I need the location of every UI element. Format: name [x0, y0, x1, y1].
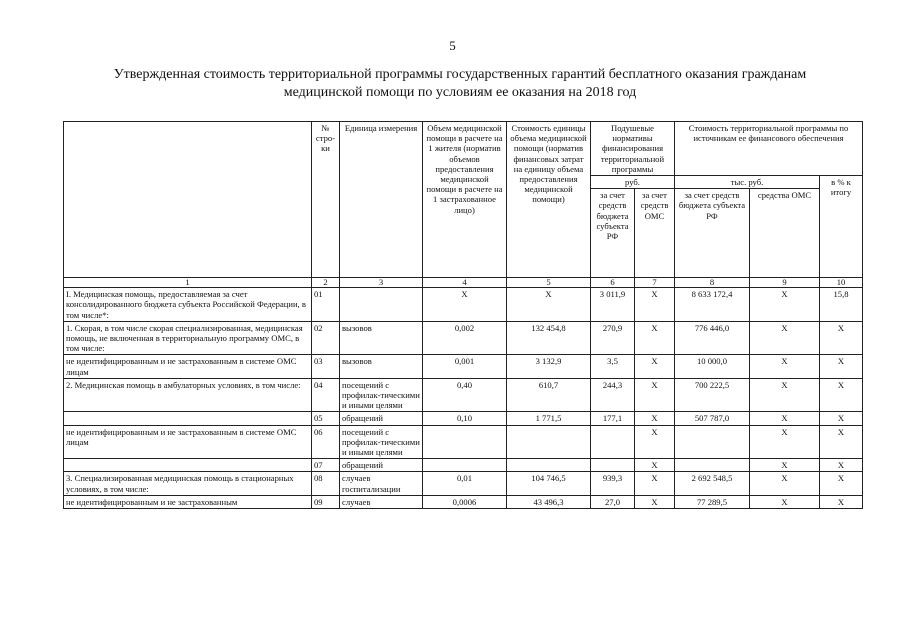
- row-pc-oms: X: [635, 472, 675, 495]
- table-body: [64, 288, 863, 509]
- title-line-1: Утвержденная стоимость территориальной программы государственных гарантий бесплатного оказания гражданам: [113, 67, 807, 82]
- row-volume: 0,001: [423, 355, 507, 378]
- row-percent: X: [820, 472, 863, 495]
- row-number: 03: [312, 355, 340, 378]
- row-pc-budget: 3 011,9: [591, 288, 635, 322]
- col-number: 7: [635, 278, 675, 288]
- row-total-oms: X: [750, 412, 820, 425]
- row-number: 09: [312, 495, 340, 508]
- header-name: [64, 122, 312, 278]
- col-number: 5: [507, 278, 591, 288]
- row-cost: 132 454,8: [507, 321, 591, 355]
- row-volume: X: [423, 288, 507, 322]
- row-percent: X: [820, 321, 863, 355]
- row-total-oms: X: [750, 425, 820, 459]
- row-percent: X: [820, 459, 863, 472]
- row-total-budget: 2 692 548,5: [675, 472, 750, 495]
- row-percent: X: [820, 495, 863, 508]
- header-row-no: № стро-ки: [312, 122, 340, 278]
- row-cost: 3 132,9: [507, 355, 591, 378]
- row-cost: 104 746,5: [507, 472, 591, 495]
- header-volume: Объем медицинской помощи в расчете на 1 жителя (норматив объемов предоставления медицинской помощи в расчете на 1 застрахованное лицо): [423, 122, 507, 278]
- col-number: 9: [750, 278, 820, 288]
- row-total-oms: X: [750, 495, 820, 508]
- header-t-budget: за счет средств бюджета субъекта РФ: [675, 189, 750, 278]
- row-number: 01: [312, 288, 340, 322]
- table-row: [64, 378, 863, 412]
- row-volume: 0,0006: [423, 495, 507, 508]
- col-number: 3: [340, 278, 423, 288]
- row-name: 3. Специализированная медицинская помощь в стационарных условиях, в том числе:: [64, 472, 312, 495]
- row-volume: [423, 459, 507, 472]
- row-pc-budget: 177,1: [591, 412, 635, 425]
- row-pc-oms: X: [635, 378, 675, 412]
- row-pc-budget: 27,0: [591, 495, 635, 508]
- row-unit: случаев: [340, 495, 423, 508]
- table-row: [64, 288, 863, 322]
- row-name: 2. Медицинская помощь в амбулаторных условиях, в том числе:: [64, 378, 312, 412]
- row-pc-budget: 939,3: [591, 472, 635, 495]
- row-cost: [507, 425, 591, 459]
- header-pc-oms: за счет средств ОМС: [635, 189, 675, 278]
- row-number: 07: [312, 459, 340, 472]
- row-name: не идентифицированным и не застрахованным: [64, 495, 312, 508]
- row-pc-oms: X: [635, 425, 675, 459]
- table-row: [64, 459, 863, 472]
- row-total-budget: 776 446,0: [675, 321, 750, 355]
- row-total-oms: X: [750, 459, 820, 472]
- col-number: 6: [591, 278, 635, 288]
- row-percent: X: [820, 378, 863, 412]
- page-title: [90, 66, 830, 102]
- cost-table: [63, 121, 863, 509]
- row-cost: X: [507, 288, 591, 322]
- row-pc-budget: [591, 459, 635, 472]
- header-per-capita: Подушевые нормативы финансирования территориальной программы: [591, 122, 675, 176]
- header-pct: в % к итогу: [820, 176, 863, 278]
- row-total-oms: X: [750, 355, 820, 378]
- col-number: 2: [312, 278, 340, 288]
- row-cost: [507, 459, 591, 472]
- table-row: [64, 472, 863, 495]
- row-unit: вызовов: [340, 321, 423, 355]
- header-total-cost: Стоимость территориальной программы по источникам ее финансового обеспечения: [675, 122, 863, 176]
- row-volume: [423, 425, 507, 459]
- row-pc-oms: X: [635, 412, 675, 425]
- row-pc-budget: 270,9: [591, 321, 635, 355]
- row-unit: вызовов: [340, 355, 423, 378]
- row-number: 05: [312, 412, 340, 425]
- column-number-row: [64, 278, 863, 288]
- col-number: 1: [64, 278, 312, 288]
- row-unit: посещений с профилак-тическими и иными целями: [340, 378, 423, 412]
- row-percent: X: [820, 412, 863, 425]
- row-name: не идентифицированным и не застрахованным в системе ОМС лицам: [64, 355, 312, 378]
- table-row: [64, 321, 863, 355]
- row-name: [64, 459, 312, 472]
- col-number: 10: [820, 278, 863, 288]
- row-name: [64, 412, 312, 425]
- row-pc-oms: X: [635, 288, 675, 322]
- row-number: 02: [312, 321, 340, 355]
- table-row: [64, 495, 863, 508]
- row-total-budget: 700 222,5: [675, 378, 750, 412]
- row-pc-oms: X: [635, 495, 675, 508]
- row-pc-oms: X: [635, 321, 675, 355]
- row-pc-oms: X: [635, 459, 675, 472]
- row-name: I. Медицинская помощь, предоставляемая за счет консолидированного бюджета субъекта Российской Федерации, в том числе*:: [64, 288, 312, 322]
- header-row-1: [64, 122, 863, 176]
- row-cost: 1 771,5: [507, 412, 591, 425]
- row-volume: 0,01: [423, 472, 507, 495]
- row-unit: обращений: [340, 412, 423, 425]
- row-total-oms: X: [750, 378, 820, 412]
- row-total-budget: 10 000,0: [675, 355, 750, 378]
- row-unit: [340, 288, 423, 322]
- row-total-oms: X: [750, 288, 820, 322]
- row-total-budget: [675, 459, 750, 472]
- row-number: 08: [312, 472, 340, 495]
- row-pc-budget: 244,3: [591, 378, 635, 412]
- row-total-budget: [675, 425, 750, 459]
- row-volume: 0,10: [423, 412, 507, 425]
- row-total-budget: 8 633 172,4: [675, 288, 750, 322]
- row-unit: посещений с профилак-тическими и иными целями: [340, 425, 423, 459]
- header-cost: Стоимость единицы объема медицинской помощи (норматив финансовых затрат на единицу объема предоставления медицинской помощи): [507, 122, 591, 278]
- row-percent: X: [820, 355, 863, 378]
- row-unit: случаев госпитализации: [340, 472, 423, 495]
- header-thous-rub: тыс. руб.: [675, 176, 820, 189]
- row-pc-budget: [591, 425, 635, 459]
- row-cost: 610,7: [507, 378, 591, 412]
- header-t-oms: средства ОМС: [750, 189, 820, 278]
- row-cost: 43 496,3: [507, 495, 591, 508]
- header-rub: руб.: [591, 176, 675, 189]
- row-name: 1. Скорая, в том числе скорая специализированная, медицинская помощь, не включенная в территориальную программу ОМС, в том числе:: [64, 321, 312, 355]
- row-volume: 0,40: [423, 378, 507, 412]
- table-row: [64, 412, 863, 425]
- header-unit: Единица измерения: [340, 122, 423, 278]
- row-number: 04: [312, 378, 340, 412]
- row-volume: 0,002: [423, 321, 507, 355]
- row-total-oms: X: [750, 472, 820, 495]
- row-total-budget: 77 289,5: [675, 495, 750, 508]
- title-line-2: медицинской помощи по условиям ее оказания на 2018 год: [283, 85, 637, 100]
- page-number: 5: [449, 38, 456, 53]
- row-pc-budget: 3,5: [591, 355, 635, 378]
- header-pc-budget: за счет средств бюджета субъекта РФ: [591, 189, 635, 278]
- row-percent: X: [820, 425, 863, 459]
- row-percent: 15,8: [820, 288, 863, 322]
- col-number: 4: [423, 278, 507, 288]
- row-name: не идентифицированным и не застрахованным в системе ОМС лицам: [64, 425, 312, 459]
- table-row: [64, 425, 863, 459]
- row-total-budget: 507 787,0: [675, 412, 750, 425]
- row-unit: обращений: [340, 459, 423, 472]
- table-row: [64, 355, 863, 378]
- col-number: 8: [675, 278, 750, 288]
- row-number: 06: [312, 425, 340, 459]
- row-pc-oms: X: [635, 355, 675, 378]
- row-total-oms: X: [750, 321, 820, 355]
